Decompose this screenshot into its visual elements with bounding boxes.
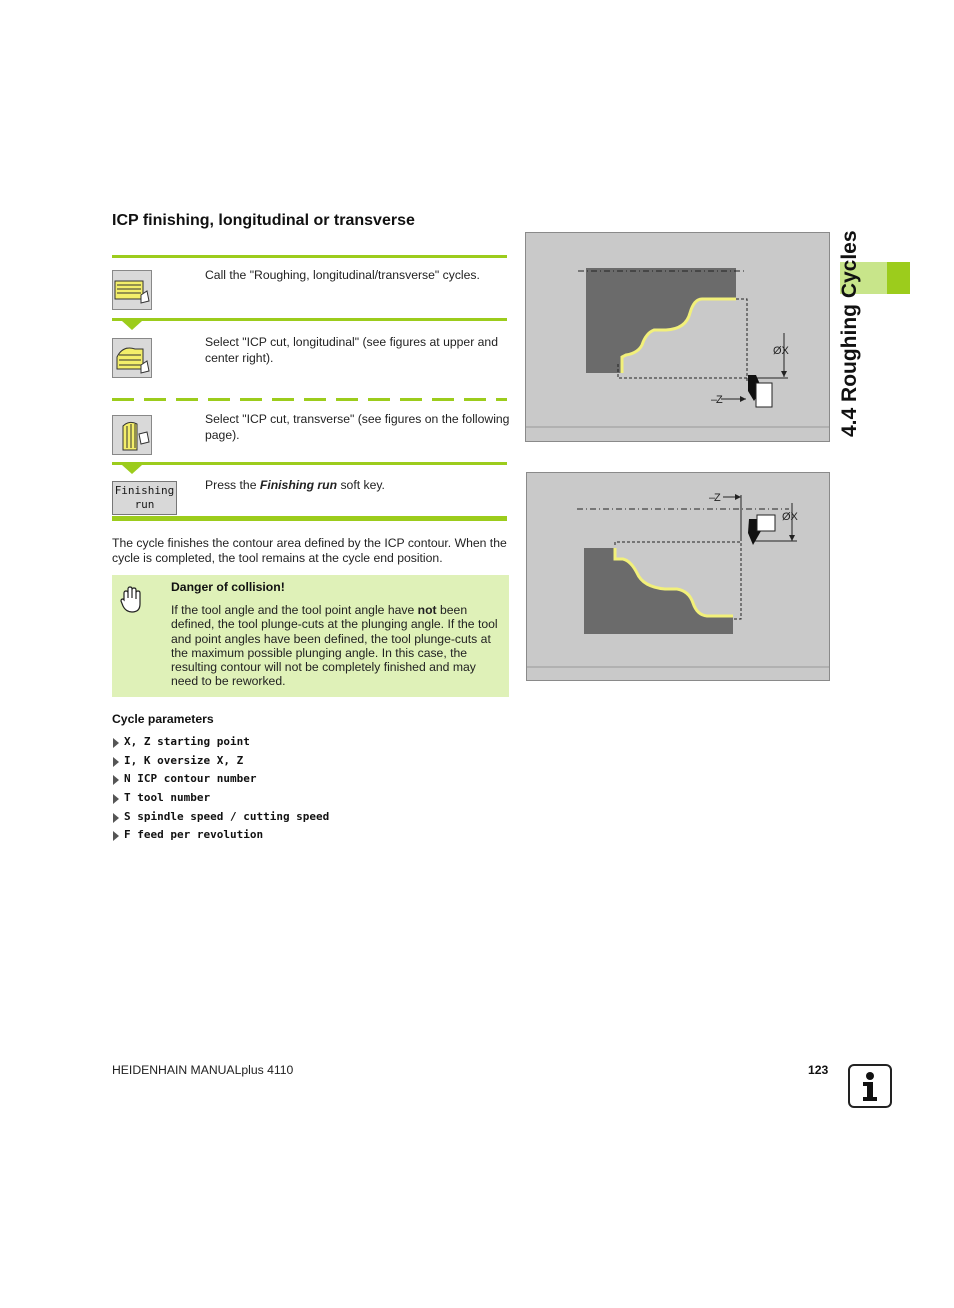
arrow-down-icon — [122, 465, 142, 474]
softkey-line-1: Finishing — [114, 484, 175, 497]
finishing-run-softkey[interactable] — [112, 481, 177, 515]
cycle-parameters-heading: Cycle parameters — [112, 712, 214, 726]
icp-cut-transverse-icon[interactable] — [112, 415, 152, 455]
step-4-text — [205, 478, 510, 494]
step-3-text: Select "ICP cut, transverse" (see figures on the following page). — [205, 412, 510, 442]
step-4-text-before: Press the — [205, 478, 260, 492]
step-divider — [112, 462, 507, 465]
svg-text:–: – — [709, 492, 716, 504]
step-2-text: Select "ICP cut, longitudinal" (see figures at upper and center right). — [205, 335, 498, 365]
warning-text-after: been defined, the tool plunge-cuts at the plunging angle. If the tool and point angles have been defined, the tool plunge-cuts at the maximum possible plunging angle. In this case, the resulting contour will not be completely finished and may need to be reworked. — [171, 603, 498, 689]
param-item: F feed per revolution — [112, 826, 329, 845]
softkey-line-2: run — [134, 498, 155, 511]
cycle-parameters-list — [112, 733, 329, 845]
param-item: I, K oversize X, Z — [112, 752, 329, 771]
step-divider — [112, 318, 507, 321]
param-item: T tool number — [112, 789, 329, 808]
footer-manual-name: HEIDENHAIN MANUALplus 4110 — [112, 1063, 294, 1077]
figure-lower — [526, 472, 830, 681]
description-paragraph: The cycle finishes the contour area defined by the ICP contour. When the cycle is completed, the tool remains at the cycle end position. — [112, 536, 507, 565]
figure-upper-x-label: ØX — [773, 345, 789, 357]
step-divider — [112, 255, 507, 258]
step-4-softkey-name: Finishing run — [259, 478, 338, 492]
warning-title: Danger of collision! — [171, 580, 285, 594]
figure-upper-drawing — [526, 233, 829, 441]
figure-lower-drawing — [527, 473, 829, 680]
page-number: 123 — [808, 1063, 829, 1077]
param-item: S spindle speed / cutting speed — [112, 808, 329, 827]
side-tab-marker-accent — [887, 262, 910, 294]
info-icon[interactable] — [848, 1064, 892, 1108]
warning-text-bold: not — [417, 603, 437, 617]
figure-upper-z-label: Z — [716, 394, 723, 406]
param-item: X, Z starting point — [112, 733, 329, 752]
step-divider — [112, 516, 507, 521]
step-4-text-after: soft key. — [337, 478, 385, 492]
arrow-down-icon — [122, 321, 142, 330]
side-tab-chapter: 4.4 Roughing Cycles — [838, 230, 861, 437]
warning-text — [171, 603, 499, 689]
step-divider-dashed — [112, 398, 507, 401]
roughing-cycles-icon[interactable] — [112, 270, 152, 310]
icp-cut-longitudinal-icon[interactable] — [112, 338, 152, 378]
param-item: N ICP contour number — [112, 770, 329, 789]
hand-warning-icon — [120, 586, 142, 619]
figure-upper — [525, 232, 830, 442]
svg-text:–: – — [711, 394, 718, 406]
warning-text-before: If the tool angle and the tool point angle have — [171, 603, 418, 617]
section-title: ICP finishing, longitudinal or transverse — [112, 212, 415, 229]
step-1-text: Call the "Roughing, longitudinal/transverse" cycles. — [205, 268, 480, 282]
figure-lower-z-label: Z — [714, 492, 721, 504]
figure-lower-x-label: ØX — [782, 511, 798, 523]
